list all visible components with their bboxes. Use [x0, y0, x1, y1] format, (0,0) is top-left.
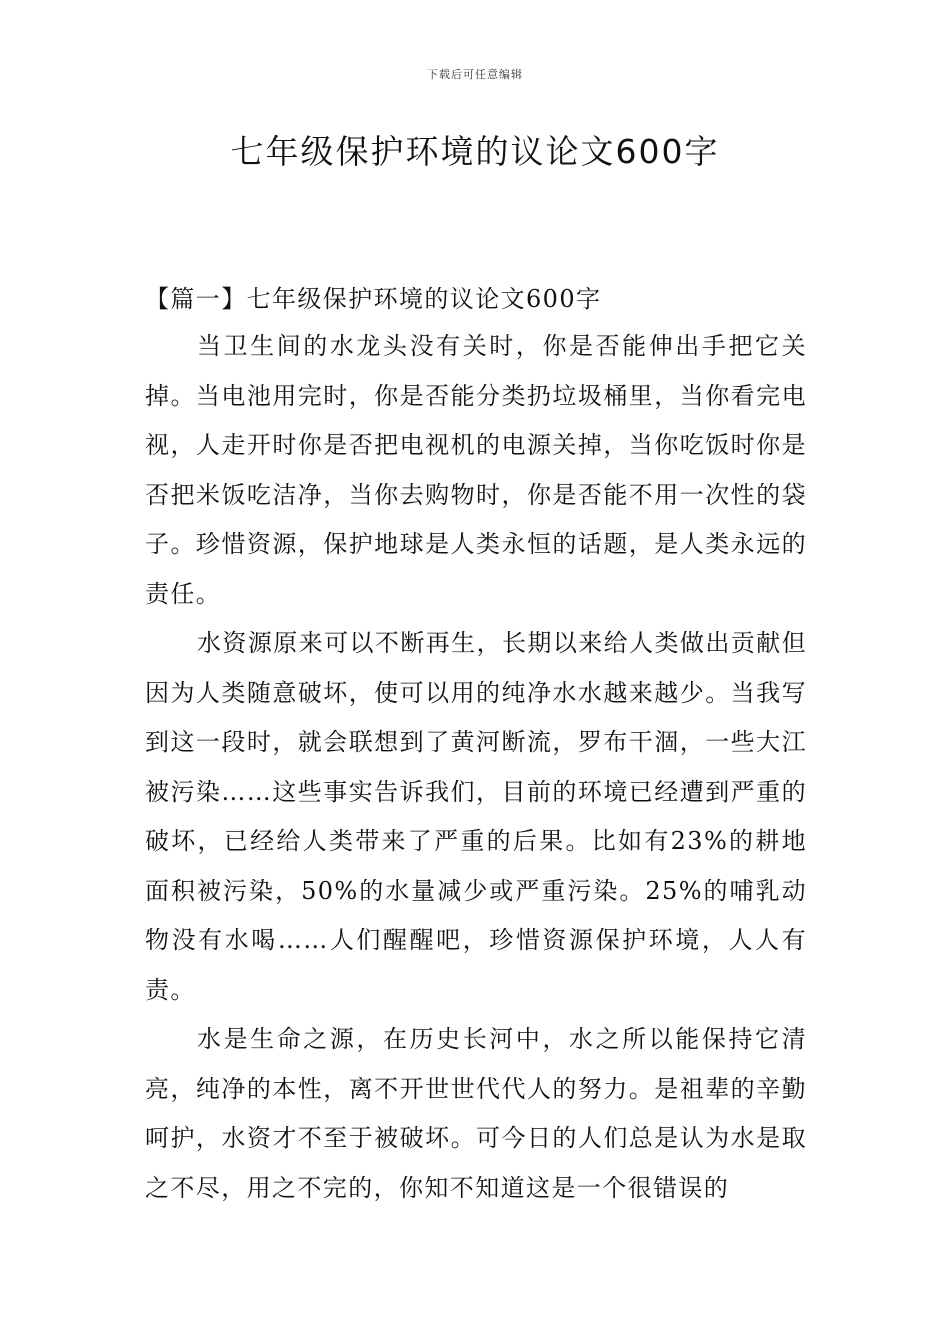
paragraph-2: 水资源原来可以不断再生，长期以来给人类做出贡献但因为人类随意破坏，使可以用的纯净水水越来越少。当我写到这一段时，就会联想到了黄河断流，罗布干涸，一些大江被污染……这些事实告诉我们，目前的环境已经遭到严重的破坏，已经给人类带来了严重的后果。比如有23%的耕地面积被污染，50%的水量减少或严重污染。25%的哺乳动物没有水喝……人们醒醒吧，珍惜资源保护环境，人人有责。	[145, 629, 807, 1004]
paragraph-1: 当卫生间的水龙头没有关时，你是否能伸出手把它关掉。当电池用完时，你是否能分类扔垃圾桶里，当你看完电视，人走开时你是否把电视机的电源关掉，当你吃饭时你是否把米饭吃洁净，当你去购物时，你是否能不用一次性的袋子。珍惜资源，保护地球是人类永恒的话题，是人类永远的责任。	[145, 332, 807, 608]
section-heading: 【篇一】七年级保护环境的议论文600字	[145, 285, 602, 313]
document-title: 七年级保护环境的议论文600字	[230, 132, 720, 171]
document-body	[145, 280, 807, 1213]
paragraph-3: 水是生命之源，在历史长河中，水之所以能保持它清亮，纯净的本性，离不开世世代代人的努力。是祖辈的辛勤呵护，水资才不至于被破坏。可今日的人们总是认为水是取之不尽，用之不完的，你知不知道这是一个很错误的	[145, 1025, 807, 1202]
header-note: 下载后可任意编辑	[427, 68, 523, 81]
